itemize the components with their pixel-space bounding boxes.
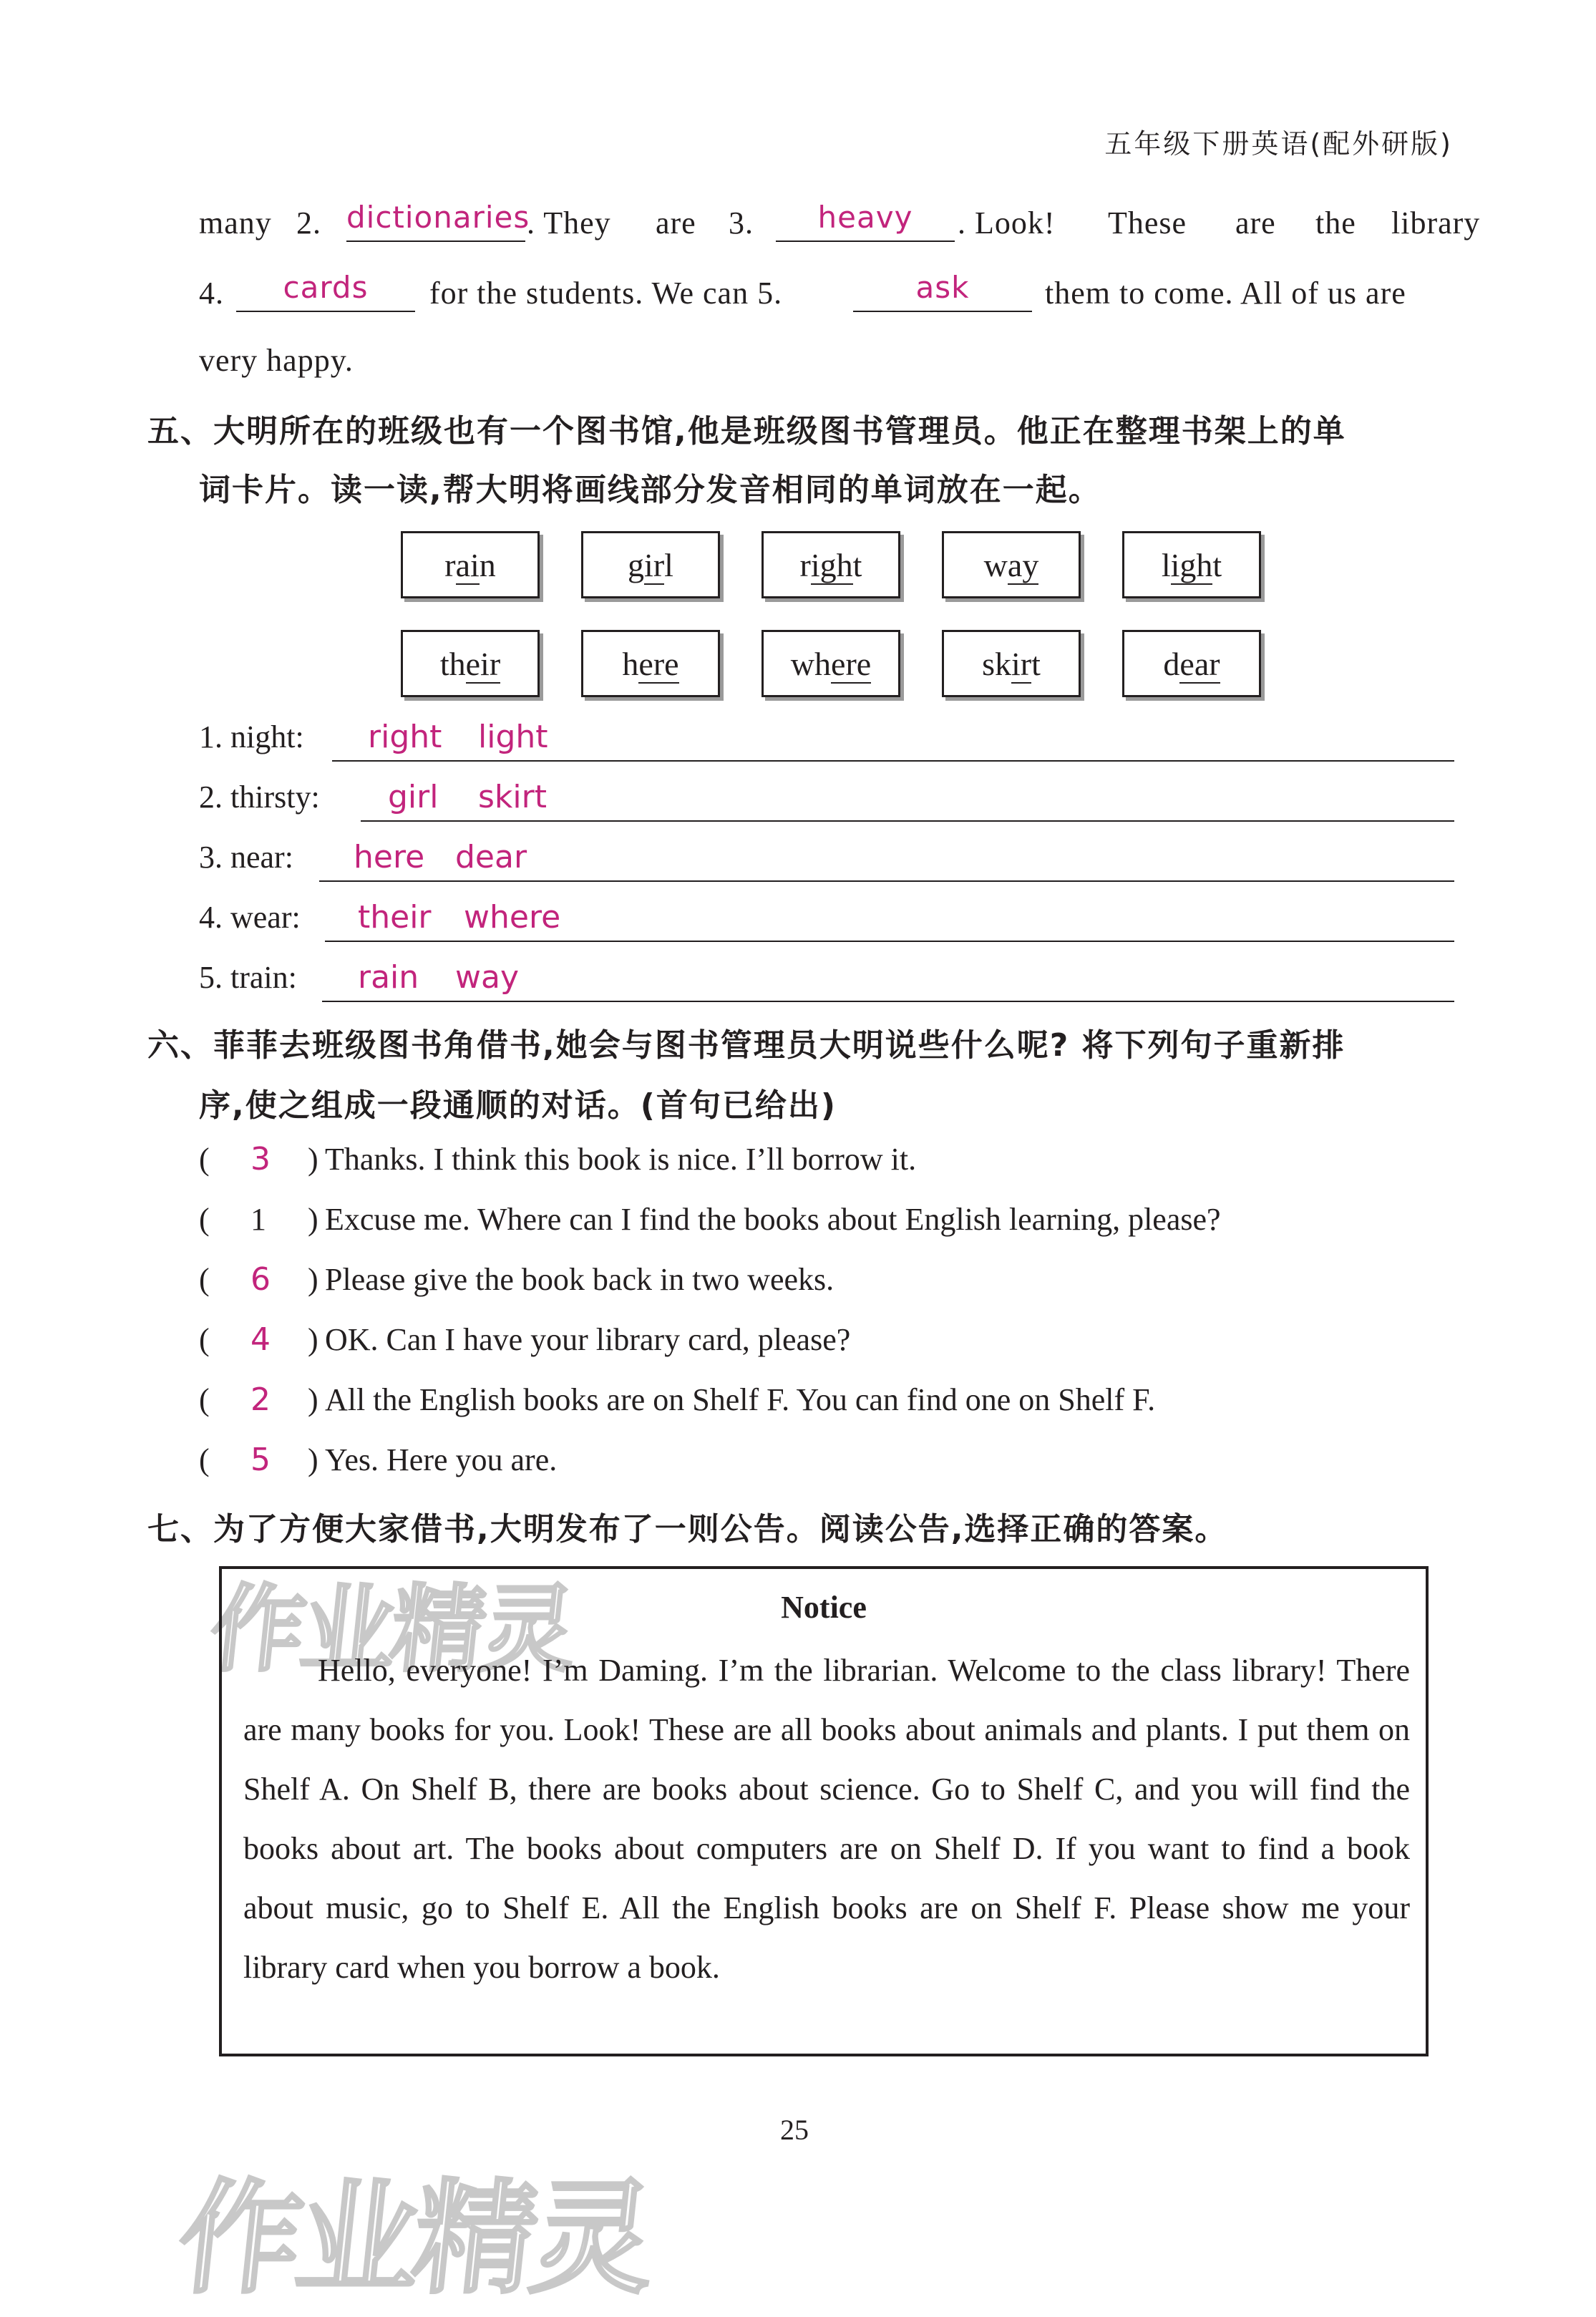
blank-number: 2. [296,205,321,241]
row-label: 1. night: [199,719,304,754]
passage-line-2 [199,270,1454,325]
card-word: here [622,645,679,682]
row-label: 5. train: [199,960,297,995]
notice-text: Hello, everyone! I’m Daming. I’m the librarian. Welcome to the class library! There are many books for you. Look! These are all books about animals and plants. I put them on Shelf A. On Shelf B, there are books about science. Go to Shelf C, and you will find the books about art. The books about computers are on Shelf D. If you want to find a book about music, go to Shelf E. All the English books are on Shelf F. Please show me your library card when you borrow a book. [243,1653,1410,1985]
passage-line-3: very happy. [199,343,354,378]
passage-text: them to come. All of us are [1045,276,1406,311]
paren-open: ( [199,1322,210,1357]
passage-word: are [656,205,696,241]
notice-title: Notice [781,1590,867,1625]
paren-open: ( [199,1442,210,1477]
order-number[interactable]: 3 [250,1141,271,1177]
passage-word: the [1315,205,1356,241]
dialogue-sentence: Please give the book back in two weeks. [325,1262,835,1297]
answer-word: way [455,959,519,996]
word-card-way[interactable] [942,531,1081,598]
answer-word: girl [388,779,439,815]
answer-line[interactable] [332,760,1454,762]
section6-heading-line1: 六、菲菲去班级图书角借书,她会与图书管理员大明说些什么呢? 将下列句子重新排 [147,1027,1346,1064]
card-word: dear [1163,645,1220,682]
notice-box [219,1566,1429,2056]
passage-word: are [1235,205,1276,241]
answer-line[interactable] [322,1001,1454,1002]
dialogue-sentence: Yes. Here you are. [325,1442,558,1477]
answer-line[interactable] [319,880,1454,882]
order-number[interactable]: 2 [250,1381,271,1418]
paren-close: ) [308,1262,318,1297]
dialogue-sentence: Thanks. I think this book is nice. I’ll borrow it. [325,1142,917,1177]
sound-group-row-1 [199,719,1454,764]
paren-open: ( [199,1142,210,1177]
answer-word: where [464,899,561,936]
passage-text: for the students. We can 5. [429,276,783,311]
paren-close: ) [308,1382,318,1417]
paren-close: ) [308,1322,318,1357]
answer-word: rain [358,959,419,996]
word-card-rain[interactable] [401,531,540,598]
section7-heading: 七、为了方便大家借书,大明发布了一则公告。阅读公告,选择正确的答案。 [147,1511,1228,1548]
sound-group-row-3 [199,839,1454,885]
paren-close: ) [308,1442,318,1477]
answer-blank-3[interactable] [776,199,955,242]
paren-open: ( [199,1202,210,1237]
passage-word: These [1108,205,1187,241]
answer-word: their [358,899,432,936]
word-card-right[interactable] [761,531,900,598]
word-card-dear[interactable] [1122,630,1261,697]
card-word: where [790,645,872,682]
paren-close: ) [308,1142,318,1177]
dialogue-sentence: Excuse me. Where can I find the books about English learning, please? [325,1202,1221,1237]
section6-heading-line2: 序,使之组成一段通顺的对话。(首句已给出) [199,1087,837,1124]
answer-text: dictionaries [346,200,530,235]
answer-text: heavy [817,200,913,235]
passage-word: library [1391,205,1481,241]
card-word: right [799,546,862,583]
row-label: 2. thirsty: [199,779,320,815]
answer-word: right [368,719,442,755]
sound-group-row-4 [199,899,1454,945]
order-number[interactable]: 4 [250,1321,271,1358]
card-word: girl [628,546,673,583]
answer-blank-2[interactable] [346,199,530,242]
word-card-here[interactable] [581,630,720,697]
order-number[interactable]: 6 [250,1261,271,1298]
passage-word: . Look! [958,205,1056,241]
paren-open: ( [199,1262,210,1297]
word-card-girl[interactable] [581,531,720,598]
card-word: light [1161,546,1222,583]
blank-number: 3. [729,205,754,241]
section5-heading-line1: 五、大明所在的班级也有一个图书馆,他是班级图书管理员。他正在整理书架上的单 [147,413,1346,450]
paren-close: ) [308,1202,318,1237]
paren-open: ( [199,1382,210,1417]
passage-word: many [199,205,272,241]
page-number: 25 [780,2114,809,2146]
dialogue-sentence: OK. Can I have your library card, please? [325,1322,851,1357]
card-word: rain [444,546,496,583]
card-word: way [983,546,1039,583]
passage-word: . They [527,205,611,241]
word-card-where[interactable] [761,630,900,697]
answer-word: skirt [478,779,547,815]
row-label: 3. near: [199,840,293,875]
dialogue-sentence: All the English books are on Shelf F. You can find one on Shelf F. [325,1382,1156,1417]
order-number[interactable]: 5 [250,1442,271,1478]
answer-word: here [354,839,425,875]
word-card-skirt[interactable] [942,630,1081,697]
word-card-light[interactable] [1122,531,1261,598]
row-label: 4. wear: [199,900,301,935]
answer-word: light [478,719,548,755]
section5-heading-line2: 词卡片。读一读,帮大明将画线部分发音相同的单词放在一起。 [199,472,1101,508]
watermark-graphic: 作业精灵 [171,2167,657,2311]
sound-group-row-5 [199,959,1454,1005]
answer-word: dear [455,839,527,875]
answer-text: ask [915,270,970,305]
passage-line-1 [199,200,1481,255]
answer-blank-4[interactable] [236,269,415,312]
answer-line[interactable] [361,820,1454,822]
sound-group-row-2 [199,779,1454,825]
card-word: their [439,645,501,682]
answer-blank-5[interactable] [853,269,1032,312]
watermark-graphic: 作业精灵 [205,1575,578,1685]
blank-number: 4. [199,276,224,311]
card-word: skirt [982,645,1041,682]
answer-line[interactable] [325,941,1454,942]
word-card-their[interactable] [401,630,540,697]
book-title: 五年级下册英语(配外研版) [1104,128,1453,160]
answer-text: cards [283,270,369,305]
order-number: 1 [250,1202,266,1237]
